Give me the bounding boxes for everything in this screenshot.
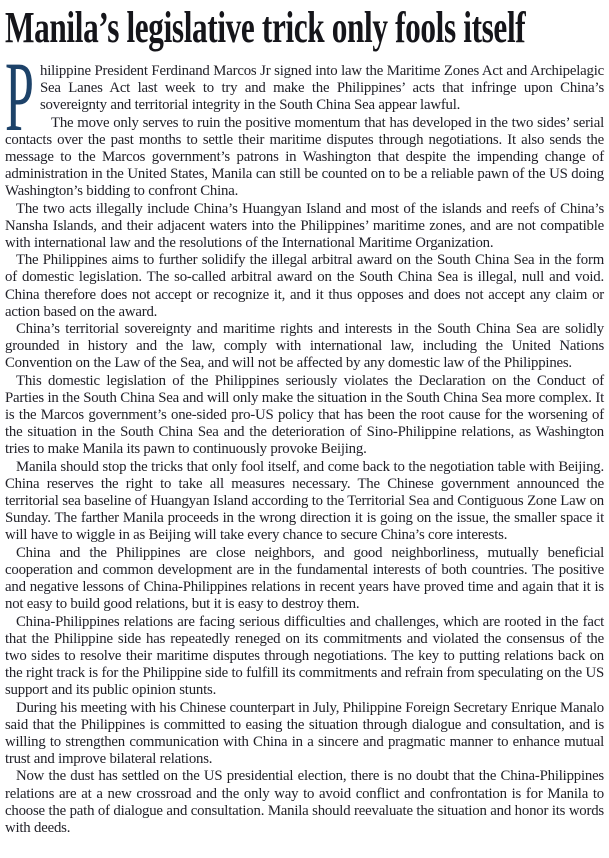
article-paragraph: China and the Philippines are close neighbors, and good neighborliness, mutually beneficial cooperation and common development are in the fundamental interests of both countries. The positive and negative lessons of China-Philippines relations in recent years have proved time and again that it is not easy to build good relations, but it is easy to destroy them. bbox=[5, 544, 604, 613]
article-paragraph: hilippine President Ferdinand Marcos Jr signed into law the Maritime Zones Act and Archipelagic Sea Lanes Act last week to try and make the Philippines’ acts that infringe upon China’s sovereignty and territorial integrity in the South China Sea appear lawful. bbox=[40, 63, 604, 114]
article-paragraph: China-Philippines relations are facing serious difficulties and challenges, which are rooted in the fact that the Philippine side has repeatedly reneged on its commitments and violated the consensus of the two sides to resolve their maritime disputes through negotiations. The key to putting relations back on the right track is for the Philippine side to fulfill its commitments and refrain from speculating on the US support and its public opinion stunts. bbox=[5, 613, 604, 699]
article-title: Manila’s legislative trick only fools itself bbox=[5, 3, 526, 52]
article-paragraph: Now the dust has settled on the US presidential election, there is no doubt that the China-Philippines relations are at a new crossroad and the only way to avoid conflict and confrontation is for Manila to choose the path of dialogue and consultation. Manila should reevaluate the situation and honor its words with deeds. bbox=[5, 768, 604, 836]
article-body bbox=[5, 41, 604, 837]
article-paragraph: This domestic legislation of the Philippines seriously violates the Declaration on the Conduct of Parties in the South China Sea and will only make the situation in the South China Sea more complex. It is the Marcos government’s one-sided pro-US policy that has been the root cause for the worsening of the situation in the South China Sea and the deterioration of Sino-Philippine relations, as Washington tries to make Manila its pawn to continuously provoke Beijing. bbox=[5, 372, 604, 458]
drop-cap-letter: P bbox=[5, 41, 34, 152]
article-paragraph: The Philippines aims to further solidify the illegal arbitral award on the South China Sea in the form of domestic legislation. The so-called arbitral award on the South China Sea is illegal, null and void. China therefore does not accept or recognize it, and it thus opposes and does not accept any claim or action based on the award. bbox=[5, 252, 604, 320]
article-paragraph: The move only serves to ruin the positive momentum that has developed in the two sides’ serial contacts over the past months to settle their maritime disputes through negotiations. It also sends the message to the Marcos government’s patrons in Washington that despite the impending change of administration in the United States, Manila can still be counted on to be a reliable pawn of the US doing Washington’s bidding to confront China. bbox=[5, 114, 604, 200]
article-paragraph: The two acts illegally include China’s Huangyan Island and most of the islands and reefs of China’s Nansha Islands, and their adjacent waters into the Philippines’ maritime zones, and are not compatible with international law and the resolutions of the International Maritime Organization. bbox=[5, 200, 604, 252]
article-paragraph: Manila should stop the tricks that only fool itself, and come back to the negotiation table with Beijing. China reserves the right to take all measures necessary. The Chinese government announced the territorial sea baseline of Huangyan Island according to the Territorial Sea and Contiguous Zone Law on Sunday. The farther Manila proceeds in the wrong direction it is going on the issue, the smaller space it will have to wiggle in as Beijing will take every chance to secure China’s core interests. bbox=[5, 458, 604, 544]
article-paragraph: China’s territorial sovereignty and maritime rights and interests in the South China Sea are solidly grounded in history and the law, comply with international law, including the United Nations Convention on the Law of the Sea, and will not be affected by any domestic law of the Philippines. bbox=[5, 321, 604, 372]
drop-cap bbox=[5, 41, 35, 152]
article-paragraph: During his meeting with his Chinese counterpart in July, Philippine Foreign Secretary Enrique Manalo said that the Philippines is committed to easing the situation through dialogue and consultation, and is willing to strengthen communication with China in a sincere and pragmatic manner to enhance mutual trust and improve bilateral relations. bbox=[5, 699, 604, 768]
